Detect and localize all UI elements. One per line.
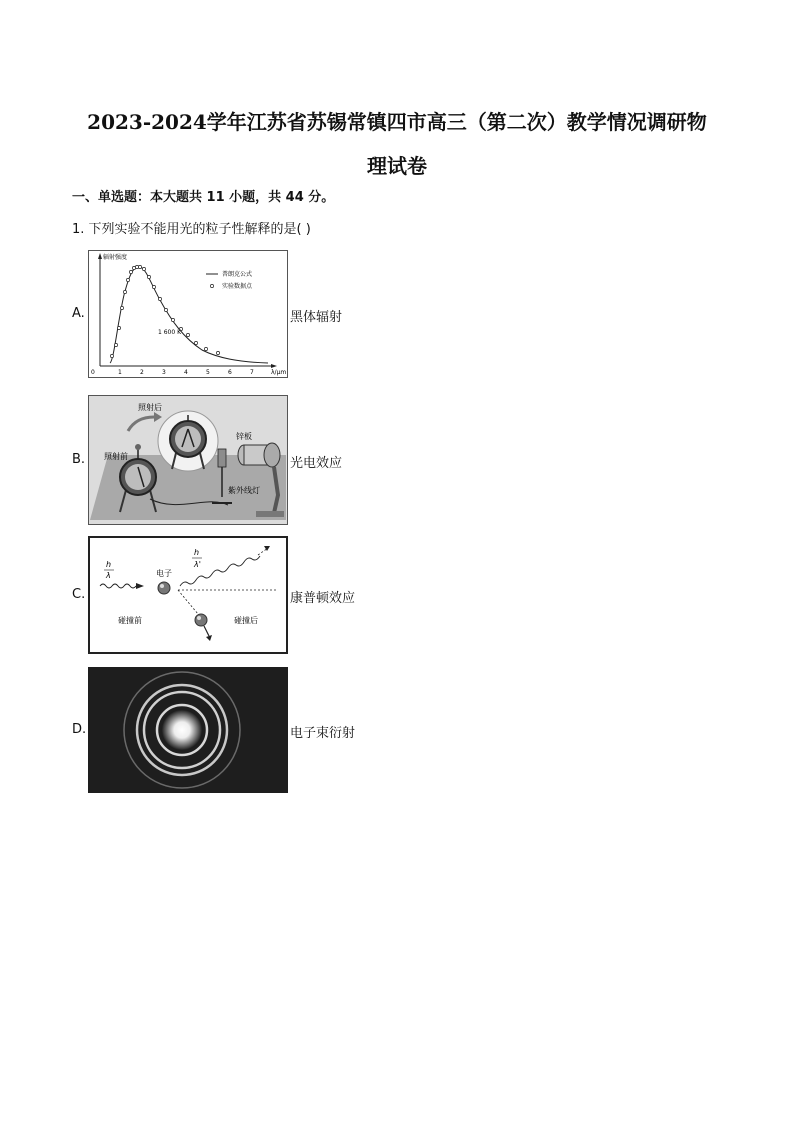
electron-label: 电子 (156, 569, 172, 578)
uv-lamp-label: 紫外线灯 (228, 486, 260, 495)
electron-diffraction-figure (88, 667, 288, 793)
option-a-label: 黑体辐射 (290, 310, 343, 325)
before-label: 照射前 (104, 452, 128, 461)
title-line-1: 2023-2024学年江苏省苏锡常镇四市高三（第二次）教学情况调研物 (87, 110, 707, 134)
section-heading: 一、单选题：本大题共 11 小题，共 44 分。 (72, 190, 335, 205)
scattered-lambda: λ' (194, 560, 201, 569)
after-label: 照射后 (138, 403, 162, 412)
legend-data: 实验数据点 (222, 283, 253, 290)
tick-5: 5 (206, 369, 210, 376)
x-axis-label: λ/μm (271, 369, 287, 376)
option-d-label: 电子束衍射 (290, 726, 356, 741)
before-collision-label: 碰撞前 (118, 616, 142, 625)
option-c-letter: C. (72, 587, 86, 602)
tick-0: 0 (91, 369, 95, 376)
option-c-label: 康普顿效应 (290, 591, 356, 606)
option-a-letter: A. (72, 306, 85, 321)
tick-2: 2 (140, 369, 144, 376)
paper-title (60, 100, 734, 188)
tick-7: 7 (250, 369, 254, 376)
option-d-letter: D. (72, 722, 87, 737)
incident-h: h (106, 560, 112, 569)
blackbody-radiation-figure (88, 250, 288, 378)
incident-lambda: λ (106, 571, 111, 580)
photoelectric-figure (88, 395, 288, 525)
tick-6: 6 (228, 369, 232, 376)
blackbody-chart (88, 250, 288, 378)
tick-3: 3 (162, 369, 166, 376)
electron-after (195, 614, 207, 626)
option-b-label: 光电效应 (290, 456, 343, 471)
title-line-2: 理试卷 (367, 154, 427, 178)
electron-before (158, 582, 170, 594)
question-1-text: 1. 下列实验不能用光的粒子性解释的是( ) (72, 222, 311, 237)
diffraction-center (162, 710, 202, 750)
legend-formula: 普朗克公式 (222, 271, 253, 278)
temperature-label: 1 600 K (158, 329, 182, 336)
zinc-plate (218, 449, 226, 467)
tick-4: 4 (184, 369, 188, 376)
tick-1: 1 (118, 369, 122, 376)
y-axis-label: 辐射强度 (103, 254, 128, 261)
after-collision-label: 碰撞后 (234, 616, 258, 625)
scattered-h: h (194, 548, 200, 557)
zinc-plate-label: 锌板 (236, 432, 252, 441)
compton-figure (88, 536, 288, 654)
option-b-letter: B. (72, 452, 86, 467)
